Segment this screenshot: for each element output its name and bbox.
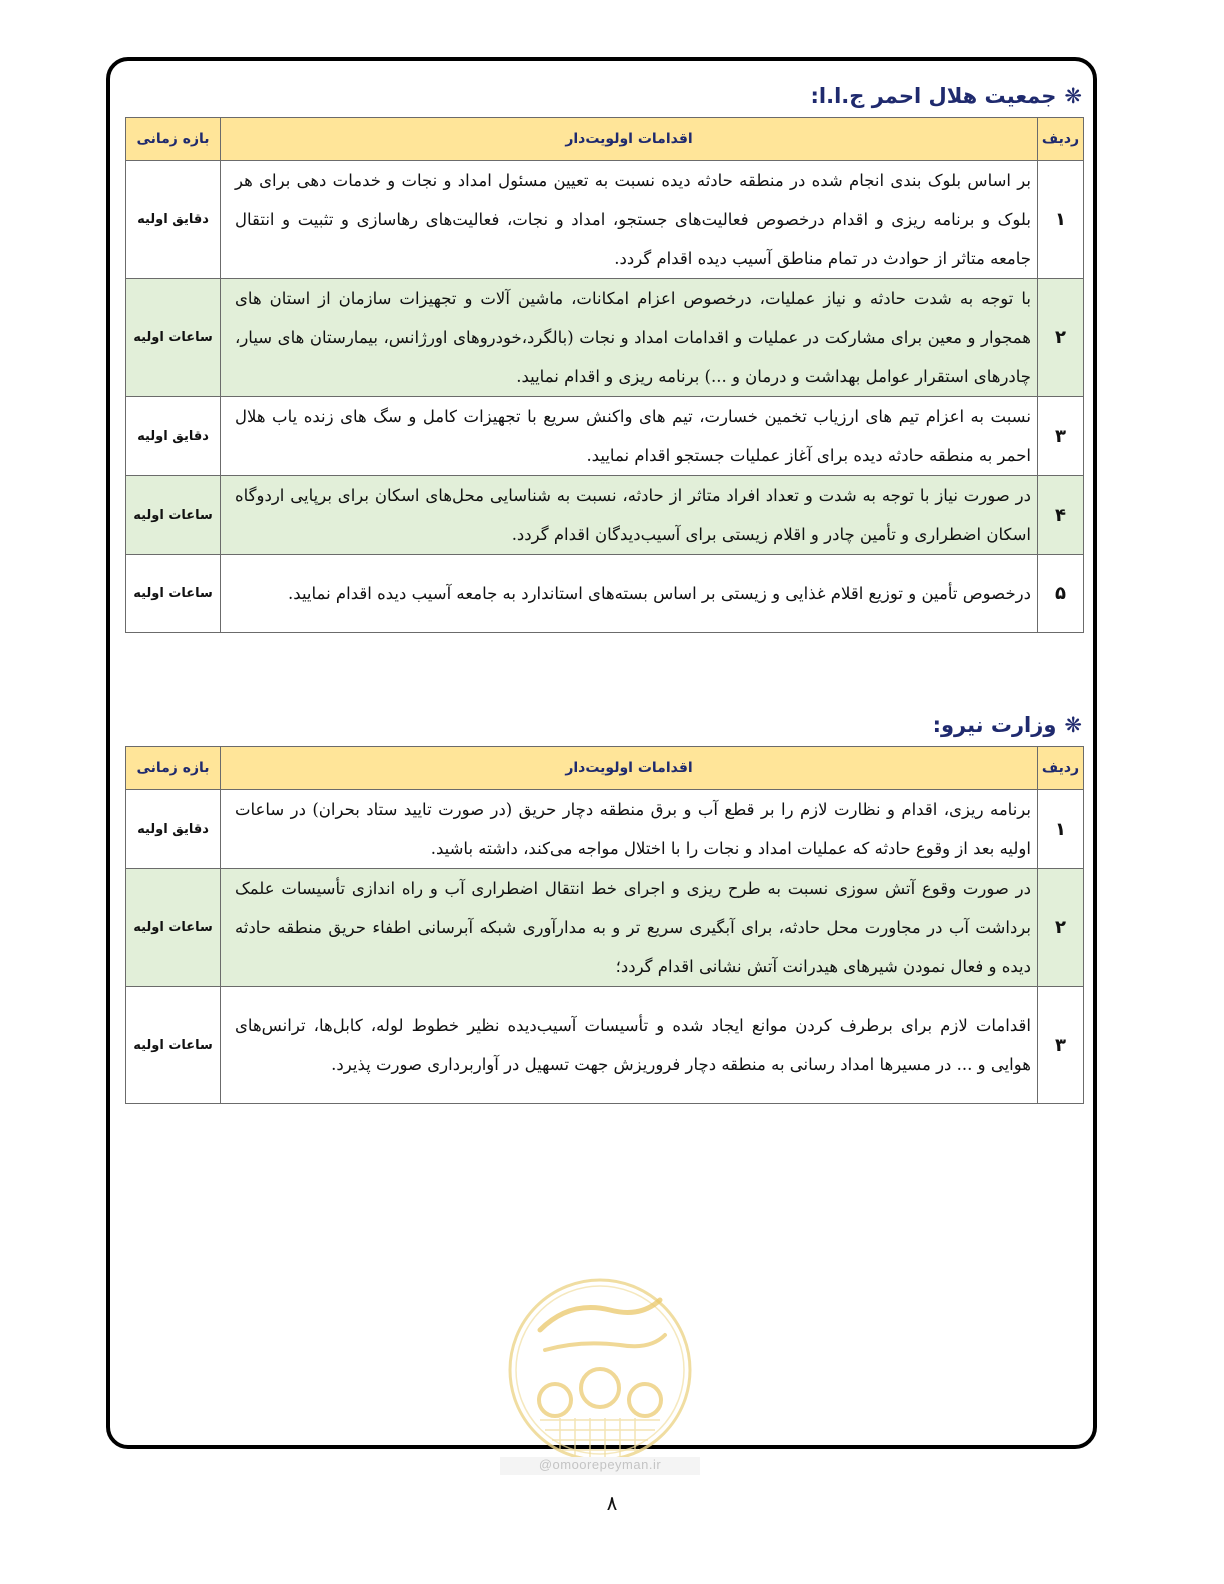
- header-period: بازه زمانی: [126, 118, 221, 161]
- row-number: ۲: [1038, 279, 1084, 397]
- red-crescent-table: [125, 117, 1084, 633]
- time-period: ساعات اولیه: [126, 279, 221, 397]
- action-text: نسبت به اعزام تیم های ارزیاب تخمین خسارت، تیم های واکنش سریع با تجهیزات کامل و سگ های زنده یاب هلال احمر به منطقه حادثه دیده برای آغاز عملیات جستجو اقدام نمایید.: [221, 397, 1038, 476]
- section-title-text: وزارت نیرو:: [932, 713, 1057, 737]
- action-text: بر اساس بلوک بندی انجام شده در منطقه حادثه دیده نسبت به تعیین مسئول امداد و نجات و خدمات دهی برای هر بلوک و برنامه ریزی و اقدام درخصوص فعالیت‌های جستجو، امداد و نجات، فعالیت‌های رهاسازی و تثبیت و انتقال جامعه متاثر از حوادث در تمام مناطق آسیب دیده اقدام گردد.: [221, 161, 1038, 279]
- action-text: در صورت وقوع آتش سوزی نسبت به طرح ریزی و اجرای خط انتقال اضطراری آب و راه اندازی تأسیسات علمک برداشت آب در مجاورت محل حادثه، برای آبگیری سریع تر و به مدارآوری شبکه آبرسانی اطفاء حریق منطقه حادثه دیده و فعال نمودن شیرهای هیدرانت آتش نشانی اقدام گردد؛: [221, 869, 1038, 987]
- table-row: [126, 869, 1084, 987]
- action-text: با توجه به شدت حادثه و نیاز عملیات، درخصوص اعزام امکانات، ماشین آلات و تجهیزات سازمان از استان های همجوار و معین برای مشارکت در عملیات و اقدامات امداد و نجات (بالگرد،خودروهای اورژانس، بیمارستان های سیار، چادرهای استقرار عوامل بهداشت و درمان و ...) برنامه ریزی و اقدام نمایید.: [221, 279, 1038, 397]
- table-header-row: [126, 747, 1084, 790]
- row-number: ۳: [1038, 397, 1084, 476]
- section-title-text: جمعیت هلال احمر ج.ا.ا:: [810, 84, 1057, 108]
- asterisk-icon: ❋: [1064, 713, 1082, 737]
- header-period: بازه زمانی: [126, 747, 221, 790]
- section-title-energy-ministry: [933, 713, 1082, 737]
- row-number: ۲: [1038, 869, 1084, 987]
- time-period: ساعات اولیه: [126, 476, 221, 555]
- page-number: ۸: [606, 1491, 618, 1515]
- section-title-red-crescent: [811, 84, 1083, 108]
- time-period: ساعات اولیه: [126, 869, 221, 987]
- table-row: [126, 987, 1084, 1104]
- row-number: ۴: [1038, 476, 1084, 555]
- row-number: ۱: [1038, 790, 1084, 869]
- header-action: اقدامات اولویت‌دار: [221, 118, 1038, 161]
- table-row: [126, 790, 1084, 869]
- energy-ministry-table: [125, 746, 1084, 1104]
- table-row: [126, 476, 1084, 555]
- action-text: برنامه ریزی، اقدام و نظارت لازم را بر قطع آب و برق منطقه دچار حریق (در صورت تایید ستاد بحران) در ساعات اولیه بعد از وقوع حادثه که عملیات امداد و نجات را با اختلال مواجه می‌کند، داشته باشید.: [221, 790, 1038, 869]
- row-number: ۱: [1038, 161, 1084, 279]
- table-row: [126, 279, 1084, 397]
- action-text: درخصوص تأمین و توزیع اقلام غذایی و زیستی بر اساس بسته‌های استاندارد به جامعه آسیب دیده اقدام نمایید.: [221, 555, 1038, 633]
- row-number: ۵: [1038, 555, 1084, 633]
- table-row: [126, 555, 1084, 633]
- header-action: اقدامات اولویت‌دار: [221, 747, 1038, 790]
- row-number: ۳: [1038, 987, 1084, 1104]
- time-period: ساعات اولیه: [126, 555, 221, 633]
- table-row: [126, 161, 1084, 279]
- header-row-number: ردیف: [1038, 747, 1084, 790]
- action-text: اقدامات لازم برای برطرف کردن موانع ایجاد شده و تأسیسات آسیب‌دیده نظیر خطوط لوله، کابل‌ها، ترانس‌های هوایی و ... در مسیرها امداد رسانی به منطقه دچار فروریزش جهت تسهیل در آواربرداری صورت پذیرد.: [221, 987, 1038, 1104]
- time-period: ساعات اولیه: [126, 987, 221, 1104]
- watermark-url: @omoorepeyman.ir: [500, 1457, 700, 1475]
- watermark-logo: [500, 1270, 700, 1485]
- asterisk-icon: ❋: [1064, 84, 1082, 108]
- table-row: [126, 397, 1084, 476]
- time-period: دقایق اولیه: [126, 161, 221, 279]
- header-row-number: ردیف: [1038, 118, 1084, 161]
- action-text: در صورت نیاز با توجه به شدت و تعداد افراد متاثر از حادثه، نسبت به شناسایی محل‌های اسکان برای برپایی اردوگاه اسکان اضطراری و تأمین چادر و اقلام زیستی برای آسیب‌دیدگان اقدام گردد.: [221, 476, 1038, 555]
- time-period: دقایق اولیه: [126, 790, 221, 869]
- table-header-row: [126, 118, 1084, 161]
- time-period: دقایق اولیه: [126, 397, 221, 476]
